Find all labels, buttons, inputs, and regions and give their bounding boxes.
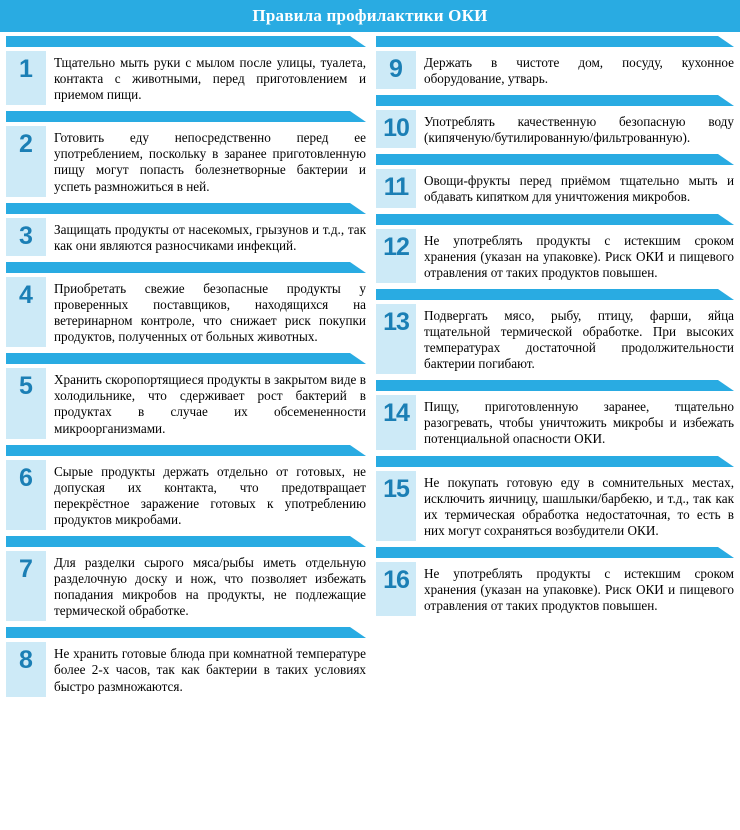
rule-divider [376,289,734,300]
rule-divider [6,536,366,547]
rule-text: Не покупать готовую еду в сомнительных местах, исключить яичницу, шашлыки/барбекю, и т.д., так как их термическая обработка недостаточная, то есть в них могут сохраняться возбудители ОКИ. [424,474,734,538]
rule-text: Подвергать мясо, рыбу, птицу, фарши, яйца тщательной термической обработке. При высоких температурах достаточной продолжительности бактерии погибают. [424,307,734,372]
rule-text: Защищать продукты от насекомых, грызунов и т.д., так как они являются разносчиками инфекций. [54,221,366,253]
rule-block-12 [376,214,736,283]
rule-block-14 [376,380,736,449]
rule-divider [6,111,366,122]
rule-divider [6,627,366,638]
rule-item [6,51,368,105]
rule-item [6,368,368,438]
rule-divider [6,203,366,214]
rule-divider [376,36,734,47]
rule-number: 12 [376,229,416,283]
rule-item [376,110,736,148]
rule-text: Хранить скоропортящиеся продукты в закрытом виде в холодильнике, что сдерживает рост бактерий в продуктах в случае их обсемененности микроорганизмами. [54,372,366,436]
rules-column-right [370,32,740,703]
rule-number: 7 [6,551,46,621]
rule-item [6,551,368,621]
rule-item [6,642,368,696]
rule-divider [376,95,734,106]
rule-divider [6,36,366,47]
rule-number: 14 [376,395,416,449]
rule-number: 15 [376,471,416,541]
rule-number: 9 [376,51,416,89]
rule-item [376,304,736,374]
rule-item [376,395,736,449]
rules-column-left [0,32,370,703]
rule-text: Приобретать свежие безопасные продукты у проверенных поставщиков, находящихся на ветеринарном контроле, что снижает риск покупки продуктов, полученных от больных животных. [54,280,366,345]
rule-divider [6,262,366,273]
rule-item [6,126,368,196]
rule-item [6,277,368,347]
rule-number: 4 [6,277,46,347]
rule-text: Держать в чистоте дом, посуду, кухонное оборудование, утварь. [424,55,734,87]
rule-text: Готовить еду непосредственно перед ее употреблением, поскольку в заранее приготовленную пищу могут попасть болезнетворные бактерии и успеть размножиться в ней. [54,130,366,194]
rule-divider [376,154,734,165]
rule-item [376,471,736,541]
rule-item [376,562,736,616]
rule-divider [6,353,366,364]
rule-text: Для разделки сырого мяса/рыбы иметь отдельную разделочную доску и нож, что позволяет избежать попадания микробов на продукты, не подлежащие термической обработке. [54,554,366,619]
rule-block-16 [376,547,736,616]
rule-block-5 [6,353,368,438]
rules-columns [0,32,740,703]
rule-number: 6 [6,460,46,530]
rule-divider [376,380,734,391]
rule-number: 1 [6,51,46,105]
rule-text: Употреблять качественную безопасную воду (кипяченую/бутилированную/фильтрованную). [424,114,734,146]
rule-block-1 [6,36,368,105]
rule-text: Сырые продукты держать отдельно от готовых, не допуская их контакта, что предотвращает перекрёстное заражение готовых к употреблению продуктов микробами. [54,463,366,527]
rule-block-4 [6,262,368,347]
rule-item [376,169,736,207]
rule-divider [6,445,366,456]
rule-block-6 [6,445,368,530]
rule-block-10 [376,95,736,148]
rule-number: 11 [376,169,416,207]
rule-divider [376,456,734,467]
rule-item [376,51,736,89]
rule-block-15 [376,456,736,541]
page-title [0,0,740,32]
rule-text: Тщательно мыть руки с мылом после улицы, туалета, контакта с животными, перед приготовлением и приемом пищи. [54,55,366,103]
rule-block-9 [376,36,736,89]
rule-block-8 [6,627,368,696]
rule-number: 16 [376,562,416,616]
rule-block-13 [376,289,736,374]
rule-text: Не употреблять продукты с истекшим сроком хранения (указан на упаковке). Риск ОКИ и пищевого отравления от таких продуктов повышен. [424,232,734,280]
rule-number: 8 [6,642,46,696]
rule-text: Пищу, приготовленную заранее, тщательно разогревать, чтобы уничтожить микробы и избежать потенциальной опасности ОКИ. [424,399,734,447]
rule-text: Не употреблять продукты с истекшим сроком хранения (указан на упаковке). Риск ОКИ и пищевого отравления от таких продуктов повышен. [424,565,734,614]
rule-text: Овощи-фрукты перед приёмом тщательно мыть и обдавать кипятком для уничтожения микробов. [424,173,734,205]
rule-block-7 [6,536,368,621]
rule-block-3 [6,203,368,256]
rule-item [6,218,368,256]
rule-block-11 [376,154,736,207]
page-title-text: Правила профилактики ОКИ [252,6,488,25]
rule-divider [376,214,734,225]
rule-number: 13 [376,304,416,374]
rule-number: 5 [6,368,46,438]
rule-item [376,229,736,283]
rule-item [6,460,368,530]
rule-text: Не хранить готовые блюда при комнатной температуре более 2-х часов, так как бактерии в таких условиях быстро размножаются. [54,646,366,694]
rule-number: 3 [6,218,46,256]
rule-block-2 [6,111,368,196]
rule-number: 10 [376,110,416,148]
rule-number: 2 [6,126,46,196]
rule-divider [376,547,734,558]
